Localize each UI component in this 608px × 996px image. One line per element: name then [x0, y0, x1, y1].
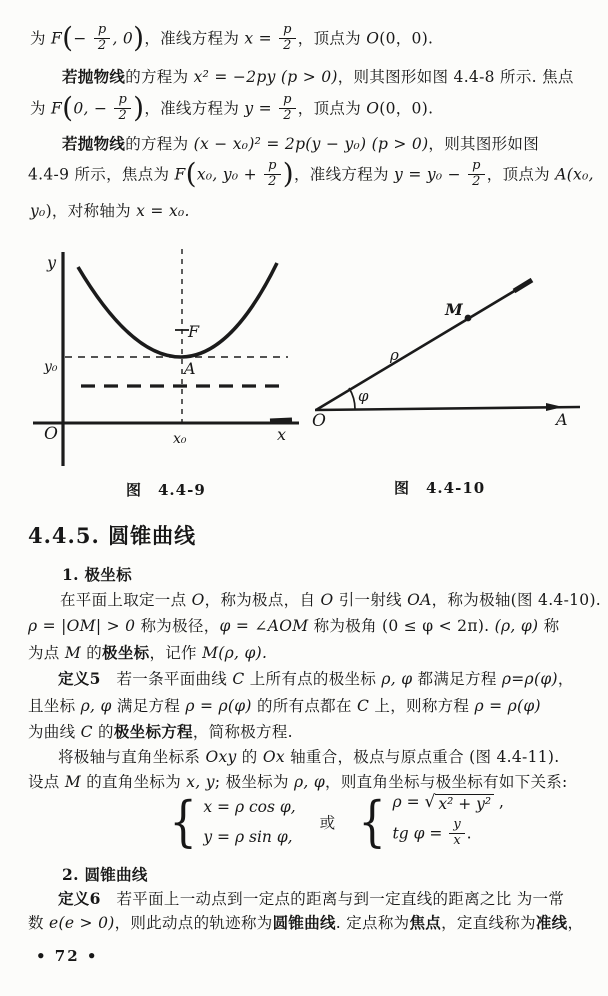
text-segment: F	[51, 29, 63, 48]
text-line-axis-of-symmetry	[30, 201, 190, 221]
text-segment: φ = ∠AOM	[219, 617, 309, 635]
text-segment: C	[232, 670, 245, 688]
text-segment: ρ, φ	[294, 773, 326, 791]
text-segment: e(e > 0)	[49, 914, 115, 932]
text-segment: ，简称极方程.	[192, 723, 293, 741]
text-segment: 满足方程	[111, 697, 186, 715]
text-segment: . 定点称为	[335, 914, 410, 932]
text-segment: ，	[567, 914, 584, 932]
coordinate-relations	[166, 789, 504, 853]
text-segment: 定义6	[58, 889, 101, 908]
ray-tip	[514, 280, 532, 291]
text-segment: OA	[407, 591, 432, 609]
section-title: 4.4.5. 圆锥曲线	[28, 523, 197, 548]
polar-paragraph-line-1	[60, 590, 601, 610]
text-segment: 的直角坐标为	[81, 773, 187, 791]
text-segment: 且坐标	[28, 697, 81, 715]
left-brace: {	[169, 789, 197, 853]
text-segment: 的方程为	[125, 68, 194, 86]
text-segment: y =	[244, 99, 278, 118]
equation-tg	[393, 819, 504, 850]
text-segment: ，则直角坐标与极坐标有如下关系:	[325, 773, 568, 791]
text-segment: 若抛物线	[62, 134, 126, 153]
text-segment: (x − x₀)² = 2p(y − y₀) (p > 0)	[193, 135, 429, 153]
fraction: $\frac{p}{2}$	[468, 159, 485, 190]
text-segment: ，顶点为	[486, 165, 556, 184]
rho-label: ρ	[390, 346, 399, 364]
parametric-system	[166, 789, 296, 853]
text-segment: M(ρ, φ).	[202, 644, 268, 662]
definition-5-line-1	[58, 669, 574, 689]
x-axis-label: x	[277, 425, 287, 444]
text-segment: 极坐标	[102, 643, 150, 662]
fraction: $\frac{p}{2}$	[279, 93, 296, 124]
text-segment: 为点	[28, 644, 65, 662]
definition-5-line-3	[28, 722, 293, 742]
fraction: $\frac{p}{2}$	[279, 23, 296, 54]
text-segment: ρ =	[392, 793, 425, 811]
point-A-label: A	[556, 410, 568, 429]
axes-merge-line-1	[58, 747, 560, 767]
big-paren: )	[133, 90, 145, 124]
text-segment: ，则此动点的轨迹称为	[114, 914, 273, 932]
text-segment: ，称为极轴(图 4.4-10).	[431, 591, 602, 609]
text-segment: O	[366, 99, 380, 118]
pole-O-label: O	[312, 411, 326, 430]
subsection-2-title: 2. 圆锥曲线	[62, 865, 148, 884]
text-segment: 的	[92, 723, 114, 741]
text-segment: .	[466, 824, 472, 843]
text-line-shifted-parabola	[62, 134, 539, 154]
text-segment: A	[555, 165, 567, 184]
ray-OM	[316, 281, 531, 410]
text-segment: 称	[538, 617, 560, 635]
text-segment: x₀, y₀ +	[196, 165, 263, 184]
text-segment: ，顶点为	[297, 99, 367, 118]
text-segment: ，顶点为	[297, 29, 367, 48]
text-segment: (0，0).	[379, 29, 434, 48]
text-segment: ，准线方程为	[144, 29, 245, 48]
y-axis-label: y	[47, 253, 57, 272]
text-segment: O	[366, 29, 380, 48]
text-segment: ρ, φ	[80, 697, 112, 715]
big-paren: (	[62, 90, 74, 124]
definition-5-line-2	[28, 696, 541, 716]
text-segment: ,	[494, 793, 504, 811]
text-segment: M	[64, 644, 81, 662]
text-line-focus-down	[30, 90, 434, 125]
y0-label: y₀	[44, 359, 58, 375]
text-segment: ，定直线称为	[441, 914, 536, 932]
text-segment: −	[73, 29, 92, 48]
big-paren: (	[185, 156, 197, 190]
definition-6-line-1	[58, 889, 564, 909]
phi-label: φ	[358, 387, 369, 405]
text-segment: 4.4-9 所示，焦点为	[28, 165, 175, 184]
text-segment: 0, −	[73, 99, 113, 118]
text-segment: F	[174, 165, 186, 184]
vertex-label: A	[184, 359, 196, 378]
text-segment: F	[51, 99, 63, 118]
text-segment: (x₀,	[566, 165, 594, 184]
text-segment: O	[320, 591, 334, 609]
text-segment: ，记作	[149, 644, 203, 662]
text-segment: 的	[236, 748, 263, 766]
inverse-system	[355, 789, 504, 853]
text-segment: 准线	[535, 913, 568, 932]
fraction: $\frac{p}{2}$	[264, 159, 281, 190]
point-M-label: M	[445, 300, 463, 319]
right-brace: {	[358, 789, 387, 853]
text-segment: y = y₀ −	[394, 165, 467, 184]
text-segment: ，	[557, 670, 574, 688]
text-segment: ，准线方程为	[294, 165, 395, 184]
focus-label: F	[188, 322, 200, 341]
text-segment: ρ, φ	[381, 670, 413, 688]
polar-paragraph-line-2	[28, 616, 559, 636]
big-paren: (	[62, 20, 74, 54]
text-segment: 极坐标方程	[113, 722, 193, 741]
text-segment: 的方程为	[125, 135, 194, 153]
text-segment: 的所有点都在	[251, 697, 358, 715]
text-segment: Ox	[262, 748, 285, 766]
origin-label: O	[44, 424, 58, 444]
text-segment: 若一条平面曲线	[100, 670, 233, 688]
text-segment: x, y	[186, 773, 215, 791]
text-segment: 定义5	[58, 669, 101, 688]
text-segment: 轴重合，极点与原点重合 (图 4.4-11).	[284, 748, 560, 766]
text-segment: ; 极坐标为	[214, 773, 295, 791]
parabola-curve	[78, 263, 277, 357]
equation-rho	[393, 793, 504, 814]
page-number: • 72 •	[36, 947, 99, 965]
sqrt-expression: √ x² + y²	[425, 794, 495, 814]
fraction: $\frac{y}{x}$	[449, 818, 464, 849]
text-segment: 若抛物线	[62, 67, 126, 86]
big-paren: )	[133, 20, 145, 54]
text-segment: 设点	[28, 773, 65, 791]
equation-x	[203, 798, 295, 816]
polar-paragraph-line-3	[28, 643, 267, 663]
text-segment: (0，0).	[379, 99, 434, 118]
angle-arc	[349, 388, 355, 409]
axes-merge-line-2	[28, 772, 568, 792]
text-line-shifted-focus	[28, 156, 594, 191]
or-word: 或	[319, 813, 336, 832]
text-line-focus-left	[30, 20, 434, 55]
text-segment: 称为极径，	[135, 617, 220, 635]
text-segment: 称为极角 (0 ≤ φ < 2π).	[308, 617, 495, 635]
big-paren: )	[282, 156, 294, 190]
subsection-1-title: 1. 极坐标	[62, 565, 132, 584]
text-segment: 为	[30, 29, 52, 48]
figure-caption-4-4-10: 图 4.4-10	[394, 479, 486, 497]
text-segment: 在平面上取定一点	[60, 591, 192, 609]
text-segment: ，则其图形如图 4.4-8 所示. 焦点	[337, 68, 574, 86]
text-segment: O	[191, 591, 205, 609]
figure-polar-4-4-10	[303, 252, 593, 430]
text-segment: )，对称轴为	[45, 202, 137, 220]
text-segment: 圆锥曲线	[272, 913, 336, 932]
text-segment: 的	[81, 644, 103, 662]
text-segment: 为	[30, 99, 52, 118]
text-segment: C	[357, 697, 370, 715]
fraction: $\frac{p}{2}$	[114, 93, 131, 124]
text-segment: 数	[28, 914, 50, 932]
text-segment: y = ρ sin φ,	[203, 827, 293, 846]
text-segment: 上所有点的极坐标	[244, 670, 382, 688]
text-segment: 焦点	[409, 913, 442, 932]
text-segment: M	[64, 773, 81, 791]
x0-label: x₀	[173, 431, 187, 447]
text-segment: 都满足方程	[412, 670, 502, 688]
fraction: $\frac{p}{2}$	[94, 23, 111, 54]
definition-6-line-2	[28, 913, 583, 933]
x-axis-arrow	[270, 420, 292, 421]
text-segment: 若平面上一动点到一定点的距离与到一定直线的距离之比 为一常	[100, 890, 565, 908]
text-segment: y₀	[30, 202, 46, 220]
text-segment: ，则其图形如图	[428, 135, 540, 153]
text-segment: C	[80, 723, 93, 741]
text-segment: ρ=ρ(φ)	[501, 670, 558, 688]
text-segment: x = ρ cos φ,	[203, 797, 296, 816]
equation-y	[203, 828, 295, 846]
text-segment: ，准线方程为	[144, 99, 245, 118]
text-segment: Oxy	[205, 748, 237, 766]
text-segment: 上，则称方程	[369, 697, 475, 715]
text-segment: tg φ =	[392, 824, 448, 843]
text-segment: x = x₀.	[136, 202, 190, 220]
text-segment: (ρ, φ)	[494, 617, 539, 635]
point-M-dot	[465, 315, 472, 322]
text-segment: ρ = |OM| > 0	[28, 617, 136, 635]
text-segment: x² = −2py (p > 0)	[193, 68, 338, 86]
text-line-parabola-down	[62, 67, 574, 87]
text-segment: ρ = ρ(φ)	[474, 697, 541, 715]
figure-parabola-4-4-9	[18, 243, 305, 471]
text-segment: ρ = ρ(φ)	[185, 697, 252, 715]
text-segment: x =	[244, 29, 278, 48]
text-segment: 将极轴与直角坐标系	[58, 748, 206, 766]
text-segment: 引一射线	[333, 591, 408, 609]
text-segment: , 0	[112, 29, 134, 48]
figure-caption-4-4-9: 图 4.4-9	[126, 481, 206, 499]
text-segment: 为曲线	[28, 723, 81, 741]
text-segment: ，称为极点，自	[204, 591, 321, 609]
